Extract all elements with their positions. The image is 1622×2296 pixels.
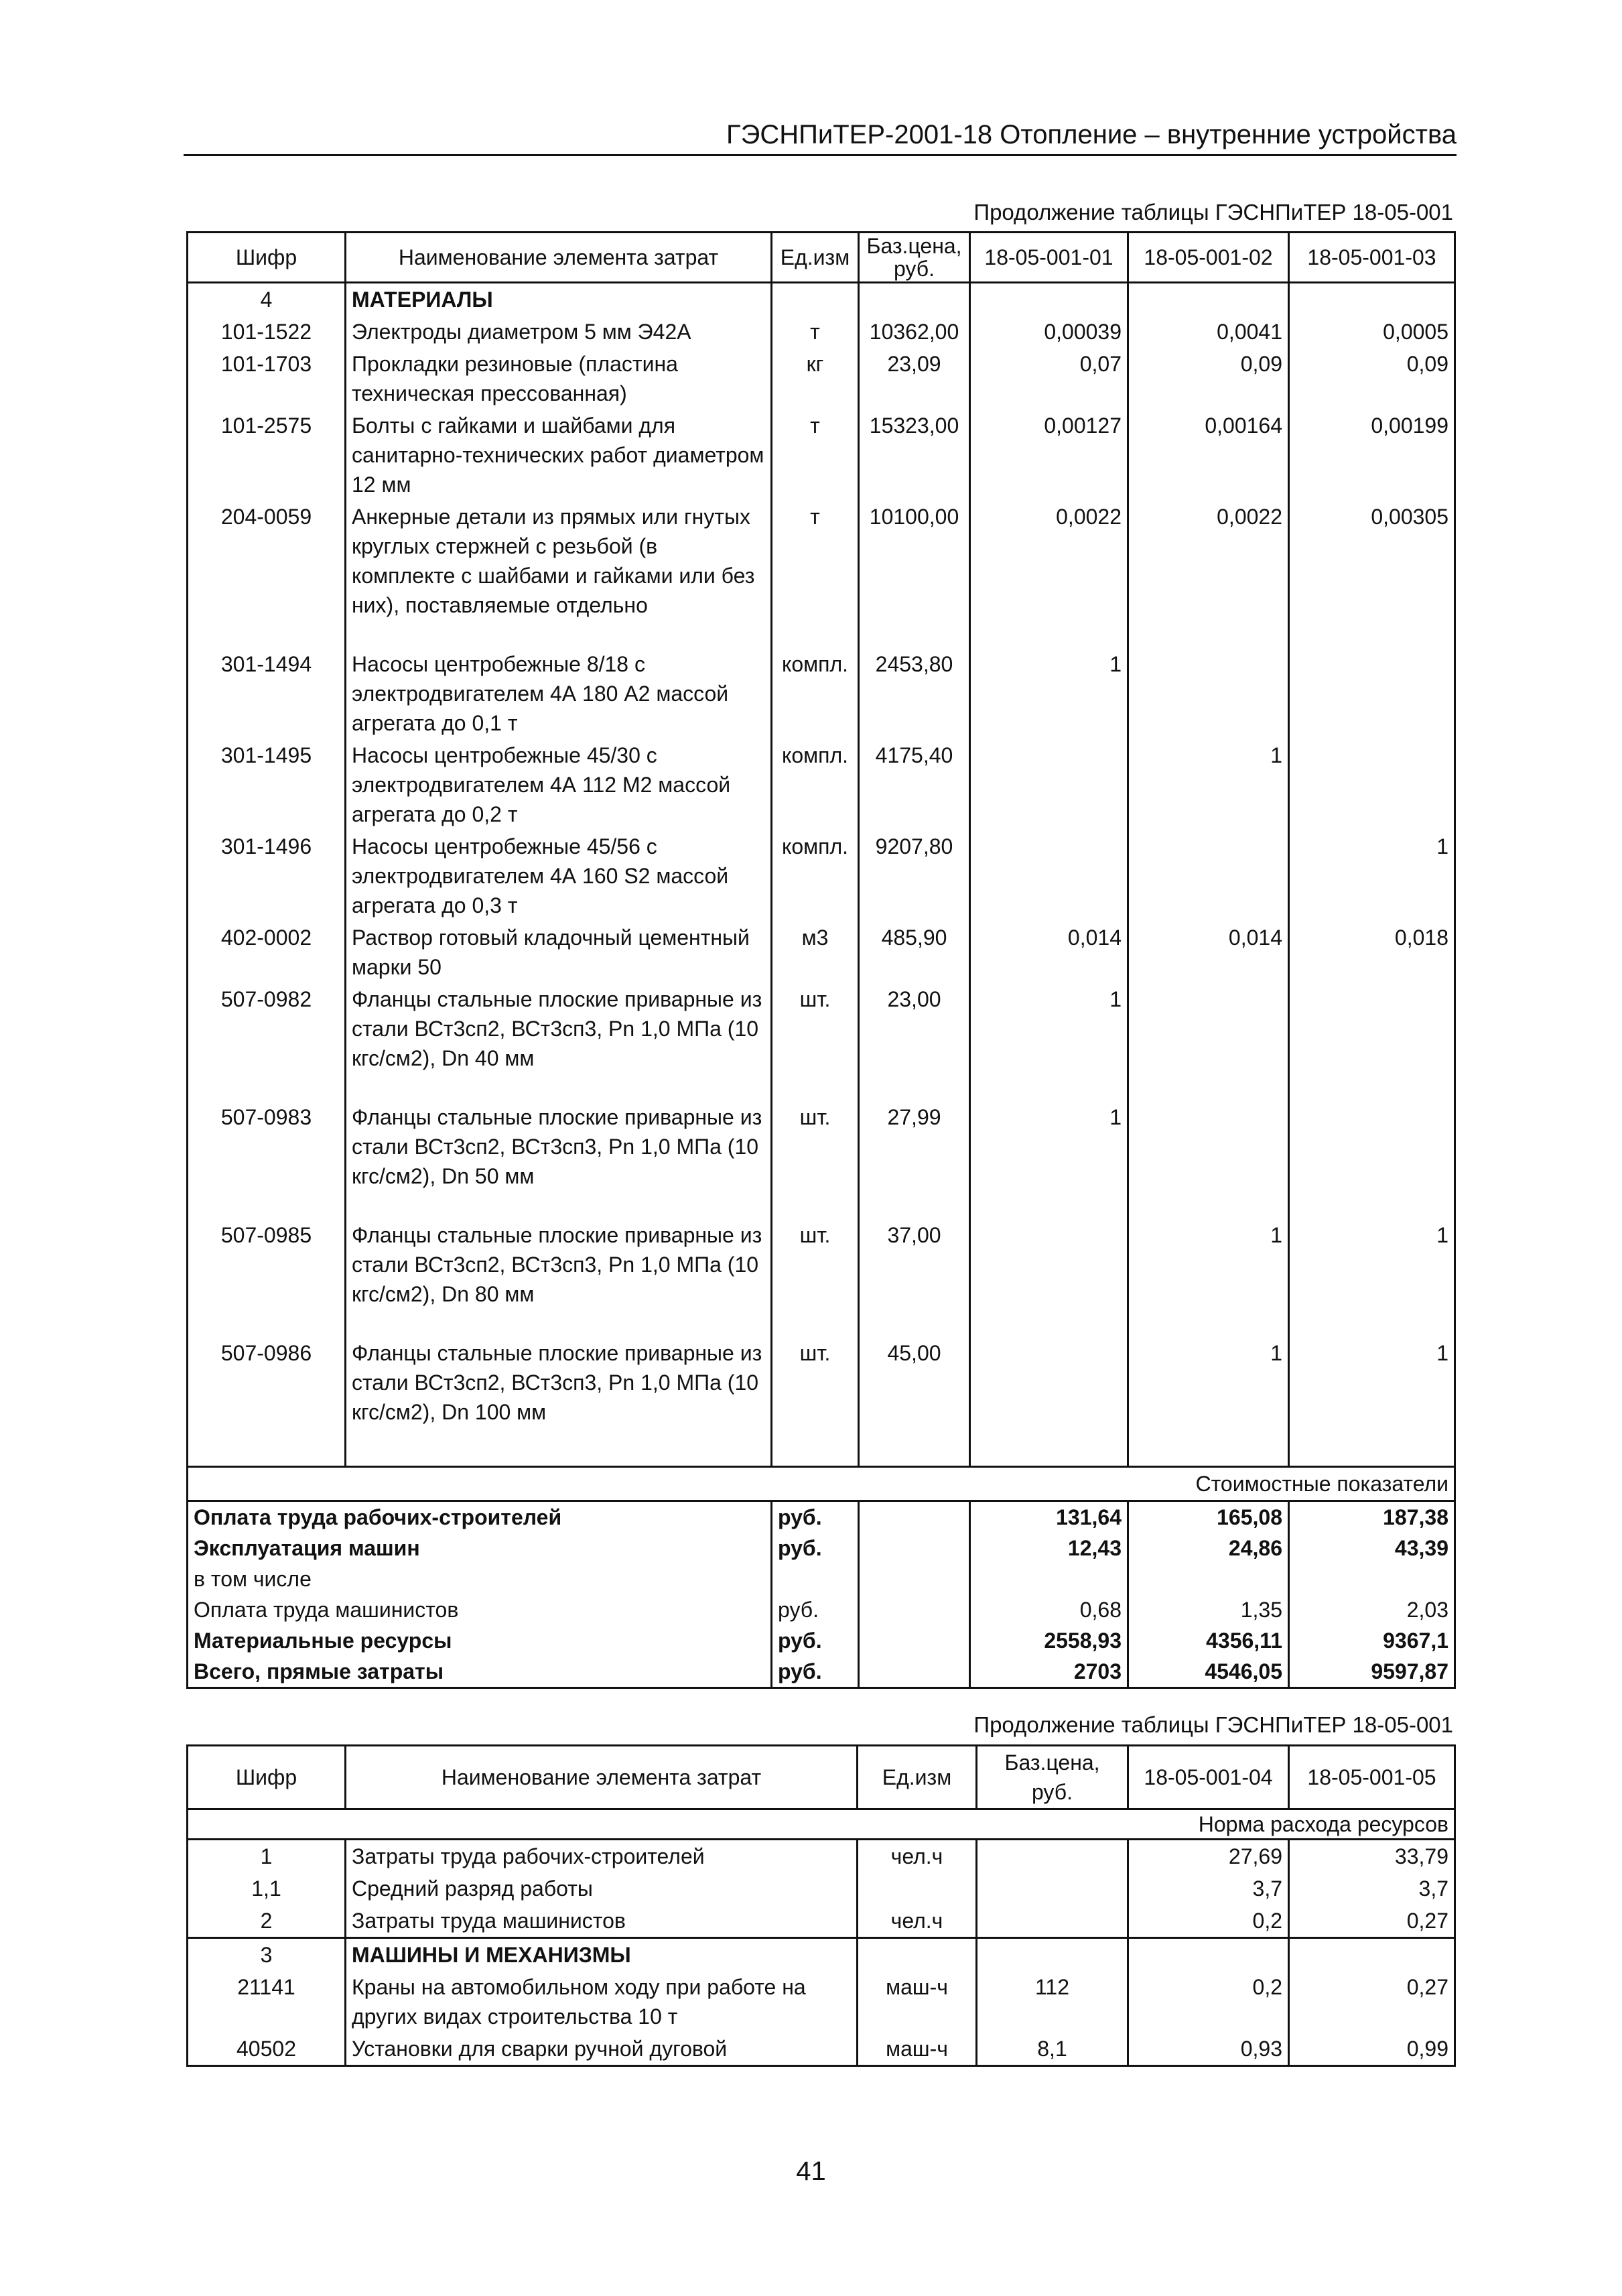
norm-value-18-05-001-01: 0,014 <box>970 921 1128 983</box>
cost-value-18-05-001-03: 9367,1 <box>1289 1625 1455 1656</box>
table1-continuation: Продолжение таблицы ГЭСНПиТЕР 18-05-001 <box>973 200 1453 225</box>
norm-value-18-05-001-03: 0,00305 <box>1289 501 1455 621</box>
resource-row <box>188 1938 1455 1972</box>
resource-code: 1 <box>188 1840 346 1873</box>
cost-row <box>188 1625 1455 1656</box>
resource-unit: чел.ч <box>858 1840 977 1873</box>
norm-value-18-05-001-03: 0,00199 <box>1289 409 1455 501</box>
cost-label-text: в том числе <box>188 1564 772 1594</box>
cost-label-text: Материальные ресурсы <box>188 1625 772 1656</box>
norm-value-18-05-001-05: 0,27 <box>1289 1905 1455 1938</box>
norm-value-18-05-001-03 <box>1289 621 1455 739</box>
cost-value-18-05-001-03: 9597,87 <box>1289 1656 1455 1688</box>
norm-value-18-05-001-02 <box>1128 983 1289 1074</box>
norm-value-18-05-001-04 <box>1128 1938 1289 1972</box>
cost-price-empty <box>859 1533 970 1564</box>
cost-value-18-05-001-01: 2558,93 <box>970 1625 1128 1656</box>
col-header-code: Шифр <box>188 233 346 283</box>
resource-name: МАШИНЫ И МЕХАНИЗМЫ <box>346 1938 858 1972</box>
base-price: 4175,40 <box>859 739 970 830</box>
norm-value-18-05-001-01 <box>970 739 1128 830</box>
resource-code: 507-0985 <box>188 1192 346 1310</box>
resource-name: Фланцы стальные плоские приварные из стали ВСт3сп2, ВСт3сп3, Рn 1,0 МПа (10 кгс/см2), Dn 50 мм <box>346 1074 772 1192</box>
resource-name: Фланцы стальные плоские приварные из стали ВСт3сп2, ВСт3сп3, Рn 1,0 МПа (10 кгс/см2), Dn 100 мм <box>346 1310 772 1428</box>
resource-code: 21141 <box>188 1971 346 2033</box>
col-header-v2: 18-05-001-02 <box>1128 233 1289 283</box>
cost-value-18-05-001-02: 4546,05 <box>1128 1656 1289 1688</box>
cost-value-18-05-001-02: 24,86 <box>1128 1533 1289 1564</box>
base-price: 45,00 <box>859 1310 970 1428</box>
resource-code: 402-0002 <box>188 921 346 983</box>
blank-row <box>188 1428 1455 1467</box>
norm-value-18-05-001-04: 3,7 <box>1128 1872 1289 1905</box>
norm-value-18-05-001-05: 3,7 <box>1289 1872 1455 1905</box>
col-header-v3: 18-05-001-03 <box>1289 233 1455 283</box>
material-row <box>188 1310 1455 1428</box>
resource-name: Электроды диаметром 5 мм Э42А <box>346 316 772 348</box>
cost-value-18-05-001-01: 131,64 <box>970 1501 1128 1533</box>
resource-unit: шт. <box>772 1192 859 1310</box>
base-price: 10100,00 <box>859 501 970 621</box>
col-header-price: Баз.цена, руб. <box>859 233 970 283</box>
resource-name: Насосы центробежные 8/18 с электродвигателем 4А 180 А2 массой агрегата до 0,1 т <box>346 621 772 739</box>
resource-unit: шт. <box>772 1074 859 1192</box>
resource-unit: компл. <box>772 739 859 830</box>
resource-name: Затраты труда машинистов <box>346 1905 858 1938</box>
norm-value-18-05-001-03: 0,09 <box>1289 348 1455 409</box>
cost-label-text: Оплата труда рабочих-строителей <box>188 1501 772 1533</box>
resource-code: 3 <box>188 1938 346 1972</box>
norm-value-18-05-001-02 <box>1128 830 1289 921</box>
table2-continuation: Продолжение таблицы ГЭСНПиТЕР 18-05-001 <box>973 1712 1453 1737</box>
cost-value-18-05-001-03: 2,03 <box>1289 1594 1455 1625</box>
resource-unit: т <box>772 409 859 501</box>
norm-value-18-05-001-02: 0,014 <box>1128 921 1289 983</box>
resource-unit: шт. <box>772 983 859 1074</box>
base-price: 10362,00 <box>859 316 970 348</box>
resource-unit: кг <box>772 348 859 409</box>
cost-value-18-05-001-02: 4356,11 <box>1128 1625 1289 1656</box>
resource-code: 101-1703 <box>188 348 346 409</box>
resource-row <box>188 2033 1455 2066</box>
base-price <box>977 1840 1128 1873</box>
norm-value-18-05-001-03: 0,0005 <box>1289 316 1455 348</box>
resource-row <box>188 1840 1455 1873</box>
material-row <box>188 501 1455 621</box>
material-row <box>188 348 1455 409</box>
material-row <box>188 921 1455 983</box>
cost-unit: руб. <box>772 1533 859 1564</box>
resource-row <box>188 1971 1455 2033</box>
cost-row <box>188 1594 1455 1625</box>
norm-value-18-05-001-04: 0,2 <box>1128 1905 1289 1938</box>
section-row-materials <box>188 283 1455 316</box>
resource-code: 101-1522 <box>188 316 346 348</box>
resource-name: Установки для сварки ручной дуговой <box>346 2033 858 2066</box>
cost-unit: руб. <box>772 1594 859 1625</box>
resource-unit <box>858 1872 977 1905</box>
resource-unit: чел.ч <box>858 1905 977 1938</box>
norm-value-18-05-001-05: 33,79 <box>1289 1840 1455 1873</box>
norm-value-18-05-001-02: 0,09 <box>1128 348 1289 409</box>
resource-unit: т <box>772 501 859 621</box>
norm-value-18-05-001-04: 0,2 <box>1128 1971 1289 2033</box>
resource-unit: т <box>772 316 859 348</box>
resource-code: 507-0982 <box>188 983 346 1074</box>
resource-table-2 <box>186 1744 1456 2067</box>
base-price: 23,09 <box>859 348 970 409</box>
resource-name: Раствор готовый кладочный цементный марки 50 <box>346 921 772 983</box>
material-row <box>188 1192 1455 1310</box>
cost-value-18-05-001-03: 187,38 <box>1289 1501 1455 1533</box>
cost-value-18-05-001-02: 165,08 <box>1128 1501 1289 1533</box>
cost-unit: руб. <box>772 1625 859 1656</box>
base-price: 23,00 <box>859 983 970 1074</box>
resource-code: 301-1494 <box>188 621 346 739</box>
base-price: 27,99 <box>859 1074 970 1192</box>
base-price <box>977 1872 1128 1905</box>
resource-unit: шт. <box>772 1310 859 1428</box>
resource-name: Насосы центробежные 45/30 с электродвигателем 4А 112 М2 массой агрегата до 0,2 т <box>346 739 772 830</box>
cost-value-18-05-001-01: 0,68 <box>970 1594 1128 1625</box>
cost-label-text: Всего, прямые затраты <box>188 1656 772 1688</box>
section-title: МАТЕРИАЛЫ <box>346 283 772 316</box>
resource-code: 2 <box>188 1905 346 1938</box>
cost-unit <box>772 1564 859 1594</box>
material-row <box>188 316 1455 348</box>
running-header <box>184 113 1457 156</box>
base-price: 9207,80 <box>859 830 970 921</box>
col-header-unit: Ед.изм <box>772 233 859 283</box>
cost-price-empty <box>859 1564 970 1594</box>
cost-row <box>188 1656 1455 1688</box>
base-price: 37,00 <box>859 1192 970 1310</box>
cost-label: Стоимостные показатели <box>970 1467 1455 1501</box>
norm-value-18-05-001-03: 1 <box>1289 1310 1455 1428</box>
col-header-v1: 18-05-001-01 <box>970 233 1128 283</box>
cost-value-18-05-001-02: 1,35 <box>1128 1594 1289 1625</box>
norm-value-18-05-001-03 <box>1289 739 1455 830</box>
cost-row <box>188 1533 1455 1564</box>
norm-value-18-05-001-03: 1 <box>1289 830 1455 921</box>
norm-value-18-05-001-02 <box>1128 1074 1289 1192</box>
resource-row <box>188 1872 1455 1905</box>
norm-value-18-05-001-01: 1 <box>970 1074 1128 1192</box>
norm-value-18-05-001-03: 0,018 <box>1289 921 1455 983</box>
resource-unit: маш-ч <box>858 1971 977 2033</box>
norm-value-18-05-001-02: 0,0041 <box>1128 316 1289 348</box>
cost-value-18-05-001-01: 2703 <box>970 1656 1128 1688</box>
cost-label-row <box>188 1467 1455 1501</box>
document-title: ГЭСНПиТЕР-2001-18 Отопление – внутренние устройства <box>726 120 1457 149</box>
norm-value-18-05-001-02: 1 <box>1128 1310 1289 1428</box>
resource-unit <box>858 1938 977 1972</box>
col-header-price: Баз.цена, руб. <box>977 1746 1128 1809</box>
cost-unit: руб. <box>772 1656 859 1688</box>
resource-unit: м3 <box>772 921 859 983</box>
table1-header-row <box>188 233 1455 283</box>
resource-name: Краны на автомобильном ходу при работе на других видах строительства 10 т <box>346 1971 858 2033</box>
cost-row <box>188 1564 1455 1594</box>
resource-unit: компл. <box>772 621 859 739</box>
norm-value-18-05-001-01: 1 <box>970 983 1128 1074</box>
col-header-unit: Ед.изм <box>858 1746 977 1809</box>
col-header-name: Наименование элемента затрат <box>346 1746 858 1809</box>
base-price: 112 <box>977 1971 1128 2033</box>
resource-code: 40502 <box>188 2033 346 2066</box>
base-price: 15323,00 <box>859 409 970 501</box>
resource-code: 204-0059 <box>188 501 346 621</box>
resource-name: Болты с гайками и шайбами для санитарно-технических работ диаметром 12 мм <box>346 409 772 501</box>
cost-value-18-05-001-03 <box>1289 1564 1455 1594</box>
resource-row <box>188 1905 1455 1938</box>
resource-name: Анкерные детали из прямых или гнутых круглых стержней с резьбой (в комплекте с шайбами и гайками или без них), поставляемые отдельно <box>346 501 772 621</box>
col-header-v4: 18-05-001-04 <box>1128 1746 1289 1809</box>
col-header-v5: 18-05-001-05 <box>1289 1746 1455 1809</box>
cost-label-text: Оплата труда машинистов <box>188 1594 772 1625</box>
col-header-name: Наименование элемента затрат <box>346 233 772 283</box>
material-row <box>188 409 1455 501</box>
cost-value-18-05-001-03: 43,39 <box>1289 1533 1455 1564</box>
material-row <box>188 621 1455 739</box>
base-price: 8,1 <box>977 2033 1128 2066</box>
section-code: 4 <box>188 283 346 316</box>
table2-header-row <box>188 1746 1455 1809</box>
material-row <box>188 1074 1455 1192</box>
resource-name: Затраты труда рабочих-строителей <box>346 1840 858 1873</box>
norm-value-18-05-001-01 <box>970 830 1128 921</box>
norm-value-18-05-001-05 <box>1289 1938 1455 1972</box>
resource-name: Насосы центробежные 45/56 с электродвигателем 4А 160 S2 массой агрегата до 0,3 т <box>346 830 772 921</box>
resource-code: 507-0983 <box>188 1074 346 1192</box>
base-price <box>977 1938 1128 1972</box>
base-price: 2453,80 <box>859 621 970 739</box>
norm-value-18-05-001-01 <box>970 1310 1128 1428</box>
cost-price-empty <box>859 1594 970 1625</box>
cost-label-text: Эксплуатация машин <box>188 1533 772 1564</box>
norm-value-18-05-001-03 <box>1289 983 1455 1074</box>
resource-code: 301-1496 <box>188 830 346 921</box>
resource-unit: маш-ч <box>858 2033 977 2066</box>
cost-value-18-05-001-02 <box>1128 1564 1289 1594</box>
cost-price-empty <box>859 1625 970 1656</box>
col-header-code: Шифр <box>188 1746 346 1809</box>
resource-name: Фланцы стальные плоские приварные из стали ВСт3сп2, ВСт3сп3, Рn 1,0 МПа (10 кгс/см2), Dn 40 мм <box>346 983 772 1074</box>
norm-value-18-05-001-01: 1 <box>970 621 1128 739</box>
page-number: 41 <box>796 2157 826 2186</box>
cost-value-18-05-001-01: 12,43 <box>970 1533 1128 1564</box>
norm-value-18-05-001-01: 0,07 <box>970 348 1128 409</box>
resource-name: Прокладки резиновые (пластина техническая прессованная) <box>346 348 772 409</box>
base-price <box>977 1905 1128 1938</box>
cost-value-18-05-001-01 <box>970 1564 1128 1594</box>
norm-value-18-05-001-02: 0,00164 <box>1128 409 1289 501</box>
cost-unit: руб. <box>772 1501 859 1533</box>
material-row <box>188 983 1455 1074</box>
norm-value-18-05-001-05: 0,99 <box>1289 2033 1455 2066</box>
base-price: 485,90 <box>859 921 970 983</box>
resource-code: 1,1 <box>188 1872 346 1905</box>
norm-label: Норма расхода ресурсов <box>1128 1809 1455 1840</box>
norm-value-18-05-001-03: 1 <box>1289 1192 1455 1310</box>
norm-value-18-05-001-04: 0,93 <box>1128 2033 1289 2066</box>
resource-code: 507-0986 <box>188 1310 346 1428</box>
resource-table-1 <box>186 231 1456 1689</box>
cost-price-empty <box>859 1501 970 1533</box>
resource-code: 101-2575 <box>188 409 346 501</box>
resource-name: Средний разряд работы <box>346 1872 858 1905</box>
material-row <box>188 739 1455 830</box>
norm-value-18-05-001-02 <box>1128 621 1289 739</box>
norm-value-18-05-001-04: 27,69 <box>1128 1840 1289 1873</box>
material-row <box>188 830 1455 921</box>
norm-label-row <box>188 1809 1455 1840</box>
norm-value-18-05-001-01: 0,00127 <box>970 409 1128 501</box>
norm-value-18-05-001-02: 0,0022 <box>1128 501 1289 621</box>
resource-unit: компл. <box>772 830 859 921</box>
norm-value-18-05-001-02: 1 <box>1128 1192 1289 1310</box>
norm-value-18-05-001-01 <box>970 1192 1128 1310</box>
cost-price-empty <box>859 1656 970 1688</box>
resource-name: Фланцы стальные плоские приварные из стали ВСт3сп2, ВСт3сп3, Рn 1,0 МПа (10 кгс/см2), Dn 80 мм <box>346 1192 772 1310</box>
cost-row <box>188 1501 1455 1533</box>
norm-value-18-05-001-03 <box>1289 1074 1455 1192</box>
norm-value-18-05-001-05: 0,27 <box>1289 1971 1455 2033</box>
norm-value-18-05-001-02: 1 <box>1128 739 1289 830</box>
resource-code: 301-1495 <box>188 739 346 830</box>
norm-value-18-05-001-01: 0,00039 <box>970 316 1128 348</box>
norm-value-18-05-001-01: 0,0022 <box>970 501 1128 621</box>
